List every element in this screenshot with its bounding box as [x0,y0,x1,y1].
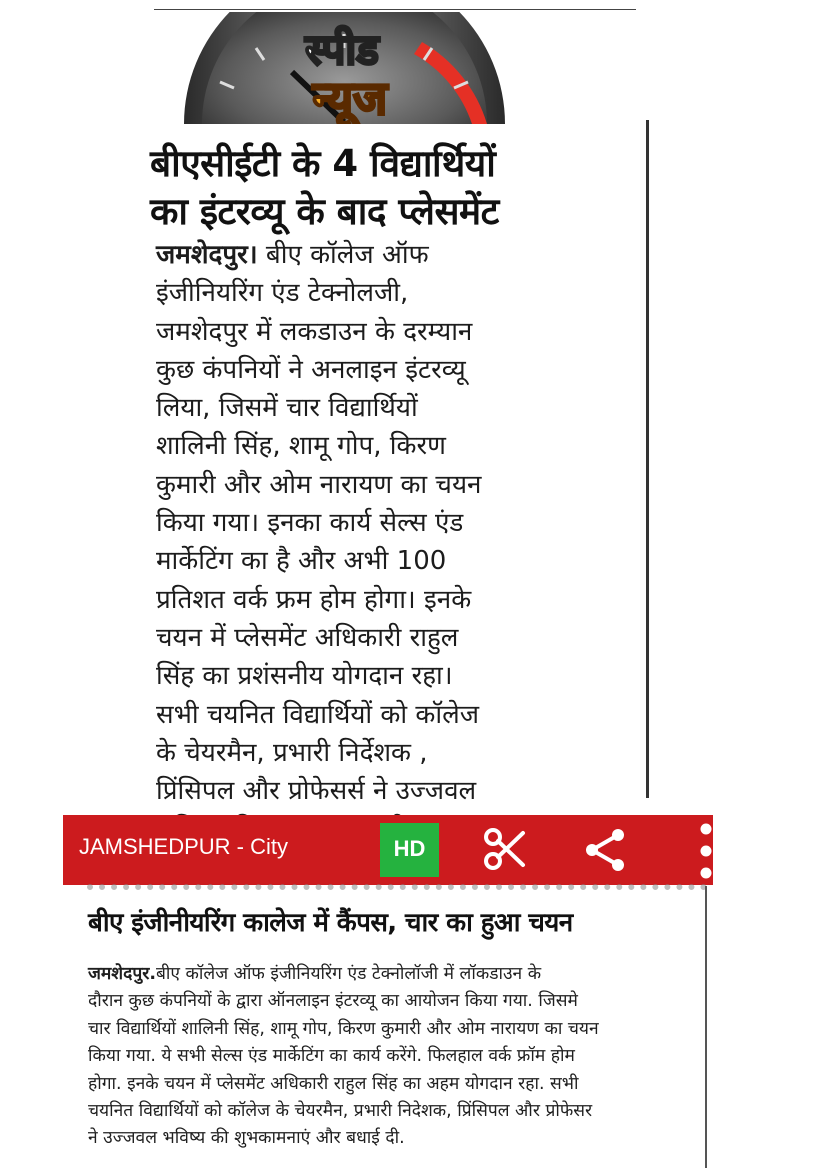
article-body [156,236,646,849]
speed-news-logo [172,12,517,124]
body-line: के चेयरमैन, प्रभारी निर्देशक , [156,737,428,768]
scissors-icon[interactable] [481,825,529,873]
body-line: प्रिंसिपल और प्रोफेसर्स ने उज्जवल [156,776,477,807]
body-text: बीए कॉलेज ऑफ [257,240,429,270]
body-line [88,961,706,988]
article-headline: बीए इंजीनीयरिंग कालेज में कैंपस, चार का हुआ चयन [88,908,573,938]
top-divider [154,9,636,10]
logo-text-speed: स्पीड [305,25,379,74]
body-line: होगा. इनके चयन में प्लेसमेंट अधिकारी राहुल सिंह का अहम योगदान रहा. सभी [88,1073,579,1094]
body-text: बीए कॉलेज ऑफ इंजीनियरिंग एंड टेक्नोलॉजी में लॉकडाउन के [155,964,542,984]
app-toolbar [63,815,713,885]
dateline: जमशेदपुर। [156,240,258,270]
body-line [156,236,646,274]
body-line: चयन में प्लेसमेंट अधिकारी राहुल [156,622,459,653]
hd-label: HD [393,836,426,861]
cut-off-text-strip [87,884,707,898]
headline-line: बीएसीईटी के 4 विद्यार्थियों [150,142,496,185]
body-line: किया गया। इनका कार्य सेल्स एंड [156,508,464,539]
body-line: जमशेदपुर में लकडाउन के दरम्यान [156,316,473,347]
article-body [88,961,706,1153]
hd-button[interactable] [380,823,439,877]
more-vertical-icon[interactable] [699,821,713,881]
body-line: ने उज्जवल भविष्य की शुभकामनाएं और बधाई दी. [88,1128,405,1149]
body-line: चार विद्यार्थियों शालिनी सिंह, शामू गोप, किरण कुमारी और ओम नारायण का चयन [88,1018,599,1039]
dateline: जमशेदपुर. [88,964,156,984]
body-line: मार्केटिंग का है और अभी 100 [156,546,447,577]
article-headline [150,140,650,236]
body-line: लिया, जिसमें चार विद्यार्थियों [156,393,418,424]
body-line: दौरान कुछ कंपनियों के द्वारा ऑनलाइन इंटरव्यू का आयोजन किया गया. जिसमे [88,991,578,1012]
body-line: किया गया. ये सभी सेल्स एंड मार्केटिंग का कार्य करेंगे. फिलहाल वर्क फ्रॉम होम [88,1046,575,1067]
body-line: प्रतिशत वर्क फ्रम होम होगा। इनके [156,584,472,615]
edition-title[interactable]: JAMSHEDPUR - City [79,834,289,859]
share-icon[interactable] [580,825,630,875]
body-line: कुछ कंपनियों ने अनलाइन इंटरव्यू [156,354,466,385]
headline-line: का इंटरव्यू के बाद प्लेसमेंट [150,190,499,233]
logo-text-news: न्यूज [312,71,388,124]
body-line: चयनित विद्यार्थियों को कॉलेज के चेयरमैन, प्रभारी निदेशक, प्रिंसिपल और प्रोफेसर [88,1101,593,1122]
body-line: इंजीनियरिंग एंड टेक्नोलजी, [156,278,409,309]
body-line: शालिनी सिंह, शामू गोप, किरण [156,431,446,462]
body-line: सिंह का प्रशंसनीय योगदान रहा। [156,661,453,692]
body-line: सभी चयनित विद्यार्थियों को कॉलेज [156,699,480,730]
body-line: कुमारी और ओम नारायण का चयन [156,469,482,500]
speedometer-logo-graphic [172,12,517,124]
